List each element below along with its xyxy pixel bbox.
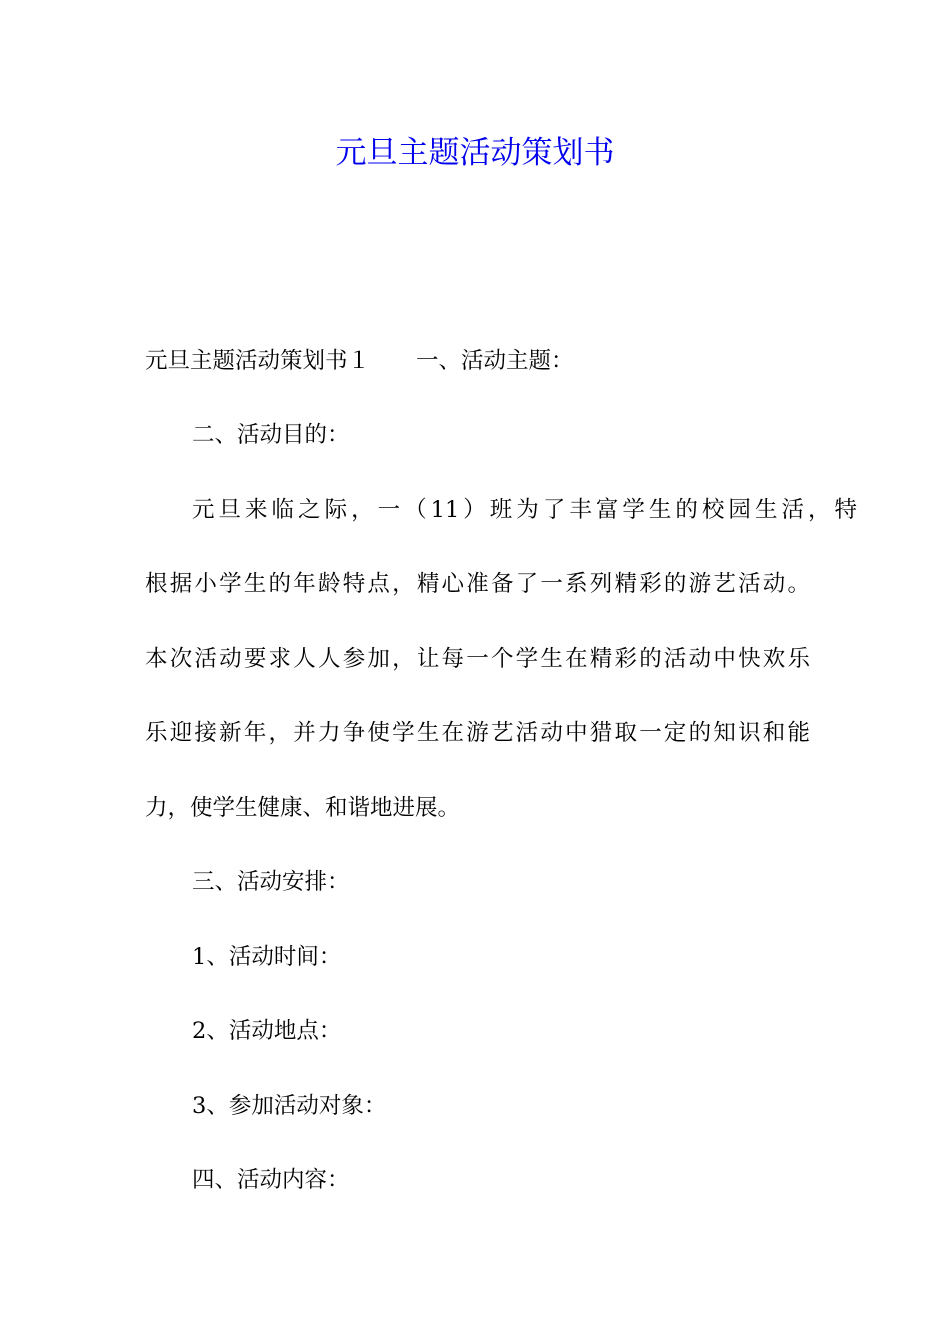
paragraph-line-3: 本次活动要求人人参加，让每一个学生在精彩的活动中快欢乐 [145,646,810,672]
document-title: 元旦主题活动策划书 [335,135,615,171]
section-heading-2: 二、活动目的： [192,422,350,448]
section-heading-3: 三、活动安排： [192,869,350,895]
first-line [145,346,810,376]
paragraph-line-1: 元旦来临之际，一（11）班为了丰富学生的校园生活，特 [192,497,857,523]
list-item-1: 1、活动时间： [192,944,342,970]
list-item-2: 2、活动地点： [192,1018,342,1044]
section-heading-1: 一、活动主题： [416,348,574,374]
paragraph-line-2: 根据小学生的年龄特点，精心准备了一系列精彩的游艺活动。 [145,571,810,597]
paragraph-line-4: 乐迎接新年，并力争使学生在游艺活动中猎取一定的知识和能 [145,720,810,746]
section-heading-4: 四、活动内容： [192,1167,350,1193]
subtitle-text: 元旦主题活动策划书１ [145,348,371,374]
paragraph-line-5: 力，使学生健康、和谐地进展。 [145,795,461,821]
list-item-3: 3、参加活动对象： [192,1093,387,1119]
